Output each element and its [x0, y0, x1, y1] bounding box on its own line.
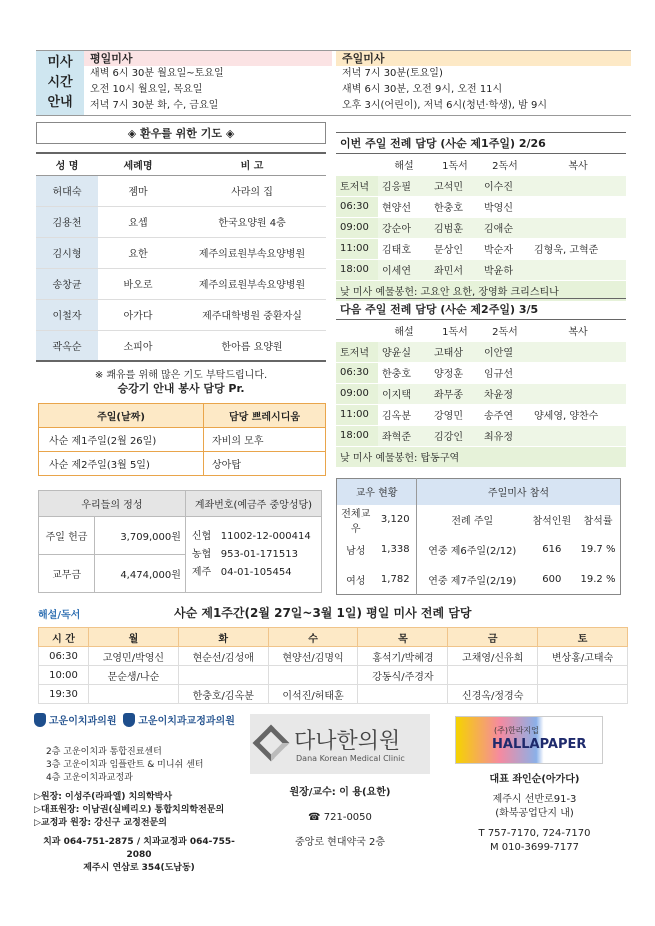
cell: 좌민서 — [430, 259, 480, 280]
floor-line: 4층 고운이치과교정과 — [46, 773, 133, 783]
cell: 강동식/주경자 — [358, 666, 448, 685]
cell: 여성 — [346, 575, 366, 587]
stats-header-row — [337, 479, 621, 505]
cell: 김형욱, 고혁준 — [530, 238, 626, 259]
elevator-title: 승강기 안내 봉사 담당 Pr. — [117, 382, 245, 395]
cell: 문순생/나순 — [89, 666, 179, 685]
clinic-location: 중앙로 현대약국 2층 — [295, 837, 385, 848]
header-cell: 복사 — [530, 320, 626, 341]
cell — [530, 341, 626, 362]
clinic-info — [250, 780, 430, 855]
account-row — [192, 528, 321, 546]
sunday-mass — [336, 51, 631, 115]
clinic-subtitle: Dana Korean Medical Clinic — [296, 754, 405, 763]
prayer-header-row — [36, 153, 326, 175]
dental-floors — [34, 746, 244, 785]
cell: 곽옥순 — [36, 330, 98, 361]
paper-corp: (주)한라지업 — [494, 726, 539, 735]
weekday-mass-line: 새벽 6시 30분 월요일~토요일 — [90, 68, 224, 79]
label-line: 미사 — [47, 55, 73, 70]
cell: 10:00 — [39, 666, 89, 685]
dental-staff — [34, 791, 244, 830]
table-row — [36, 299, 326, 330]
paper-logo — [455, 716, 603, 764]
cell: 고영민/박영신 — [89, 647, 179, 666]
header-cell: 주일(날짜) — [39, 404, 204, 428]
prayer-section — [36, 122, 326, 381]
elevator-table — [38, 403, 326, 476]
paper-phone: T 757-7170, 724-7170 — [478, 828, 591, 839]
cell: 김강인 — [430, 425, 480, 446]
table-row — [39, 685, 628, 704]
cell — [538, 666, 628, 685]
table-row — [36, 206, 326, 237]
cell: 김태호 — [378, 238, 430, 259]
header-cell: 수 — [268, 628, 358, 647]
cell: 참석률 — [583, 516, 613, 527]
cell: 제주의료원부속요양병원 — [178, 237, 326, 268]
cell: 19.7 % — [580, 544, 616, 555]
cell: 3,120 — [380, 514, 410, 525]
header-cell: 1독서 — [430, 320, 480, 341]
cell: 참석인원 — [532, 516, 572, 527]
cell: 아가다 — [98, 299, 178, 330]
clinic-phone: ☎ 721-0050 — [308, 812, 372, 823]
cell: 박영신 — [480, 196, 530, 217]
cell: 교무금 — [39, 555, 95, 593]
cell: 젬마 — [98, 175, 178, 206]
cell: 전례 주일 — [417, 505, 528, 535]
table-row — [39, 452, 326, 476]
sunday-mass-line: 오후 3시(어린이), 저녁 6시(청년·학생), 밤 9시 — [342, 100, 548, 111]
table-row — [39, 517, 322, 555]
orthodontic-name: 고운이치과교정과의원 — [138, 716, 235, 727]
header-cell: 2독서 — [480, 154, 530, 175]
cell: 김용천 — [36, 206, 98, 237]
cell — [538, 685, 628, 704]
cell: 19:30 — [39, 685, 89, 704]
header-cell: 1독서 — [430, 154, 480, 175]
cell: 김시형 — [36, 237, 98, 268]
cell: 18:00 — [336, 259, 378, 280]
cell: 제주대학병원 중환자실 — [178, 299, 326, 330]
cell: 김범훈 — [430, 217, 480, 238]
clinic-director: 원장/교수: 이 용(요한) — [289, 787, 391, 798]
floor-line: 2층 고운이치과 통합진료센터 — [46, 747, 162, 757]
cell: 양정훈 — [430, 362, 480, 383]
table-row — [336, 404, 626, 425]
paper-phone: M 010-3699-7177 — [489, 842, 579, 853]
cell: 바오로 — [98, 268, 178, 299]
table-row — [336, 383, 626, 404]
cell: 임규선 — [480, 362, 530, 383]
cell — [530, 383, 626, 404]
weekday-mass-line: 오전 10시 월요일, 목요일 — [90, 84, 203, 95]
table-row — [36, 175, 326, 206]
cell: 송창균 — [36, 268, 98, 299]
cell: 06:30 — [336, 196, 378, 217]
table-row — [336, 238, 626, 259]
cell: 송주연 — [480, 404, 530, 425]
cell — [530, 196, 626, 217]
cell — [358, 685, 448, 704]
header-cell: 해설 — [378, 320, 430, 341]
cell: 이안열 — [480, 341, 530, 362]
cell: 제주의료원부속요양병원 — [178, 268, 326, 299]
account-bank: 제주 — [191, 566, 212, 578]
header-cell: 복사 — [530, 154, 626, 175]
prayer-title: ◈ 환우를 위한 기도 ◈ — [36, 122, 326, 144]
header-cell: 2독서 — [480, 320, 530, 341]
cell: 양윤실 — [378, 341, 430, 362]
header-cell: 성 명 — [36, 153, 98, 175]
weekday-duty-tag: 해설/독서 — [38, 610, 81, 621]
prayer-note: ※ 쾌유를 위해 많은 기도 부탁드립니다. — [94, 370, 268, 381]
cell: 연중 제7주일(2/19) — [417, 565, 528, 595]
cell — [268, 666, 358, 685]
cell: 이철자 — [36, 299, 98, 330]
weekday-duty — [38, 604, 628, 704]
cell — [530, 425, 626, 446]
next-week-title: 다음 주일 전례 담당 (사순 제2주일) 3/5 — [336, 298, 626, 320]
cell: 현양선/김명익 — [268, 647, 358, 666]
cell: 전체교우 — [341, 508, 371, 535]
header-cell — [336, 154, 378, 175]
staff-line: ▷교정과 원장: 강신구 교정전문의 — [34, 818, 167, 828]
header-cell: 교우 현황 — [337, 479, 417, 505]
cell: 고채영/신유희 — [448, 647, 538, 666]
table-row — [336, 259, 626, 280]
paper-info — [462, 770, 607, 855]
table-row — [336, 425, 626, 446]
cell: 19.2 % — [580, 573, 616, 585]
cell: 최유정 — [480, 425, 530, 446]
cell: 사순 제2주일(3월 5일) — [39, 452, 204, 476]
cell: 변상홍/고태숙 — [538, 647, 628, 666]
cell: 사라의 집 — [178, 175, 326, 206]
elevator-header-row — [39, 404, 326, 428]
cell: 토저녁 — [336, 341, 378, 362]
cell: 신경옥/정경숙 — [448, 685, 538, 704]
staff-line: ▷대표원장: 이남권(실베리오) 통합치의학전문의 — [34, 805, 225, 815]
paper-name: HALLAPAPER — [492, 737, 587, 752]
header-cell: 화 — [178, 628, 268, 647]
header-cell: 세례명 — [98, 153, 178, 175]
account-number: 11002-12-000414 — [220, 530, 311, 542]
cell: 11:00 — [336, 238, 378, 259]
cell: 고태삼 — [430, 341, 480, 362]
cell: 고석민 — [430, 175, 480, 196]
cell: 616 — [542, 544, 562, 555]
header-cell: 금 — [448, 628, 538, 647]
header-cell: 우리들의 정성 — [39, 491, 186, 517]
cell: 현순선/김성애 — [178, 647, 268, 666]
contact-line: 치과 064-751-2875 / 치과교정과 064-755-2080 — [43, 837, 235, 860]
cell: 09:00 — [336, 217, 378, 238]
cell: 요한 — [98, 237, 178, 268]
cell: 한국요양원 4층 — [178, 206, 326, 237]
header-cell: 해설 — [378, 154, 430, 175]
cell: 11:00 — [336, 404, 378, 425]
cell: 김응필 — [378, 175, 430, 196]
cell — [89, 685, 179, 704]
table-row — [39, 428, 326, 452]
cell: 18:00 — [336, 425, 378, 446]
cell — [178, 666, 268, 685]
cell: 김옥분 — [378, 404, 430, 425]
weekday-mass-title: 평일미사 — [84, 51, 332, 66]
cell: 한충호 — [430, 196, 480, 217]
cell: 허대숙 — [36, 175, 98, 206]
label-line: 시간 — [47, 75, 73, 90]
paper-address: (화북공업단지 내) — [495, 808, 574, 819]
offering-cell: 낮 미사 예물봉헌: 고요안 요한, 장영화 크리스티나 — [336, 280, 626, 301]
clinic-logo-box — [250, 714, 430, 774]
contact-line: 제주시 연삼로 354(도남동) — [83, 863, 195, 873]
header-cell: 담당 쁘레시디움 — [204, 404, 326, 428]
cell: 김애순 — [480, 217, 530, 238]
cell: 좌무종 — [430, 383, 480, 404]
header-row — [39, 628, 628, 647]
cell: 상아탑 — [204, 452, 326, 476]
this-week-table — [336, 154, 626, 302]
cell: 자비의 모후 — [204, 428, 326, 452]
cell: 요셉 — [98, 206, 178, 237]
cell — [530, 175, 626, 196]
account-number: 04-01-105454 — [220, 566, 292, 578]
clinic-name: 다나한의원 — [294, 729, 401, 754]
table-row — [336, 196, 626, 217]
header-cell: 비 고 — [178, 153, 326, 175]
cell: 차윤정 — [480, 383, 530, 404]
header-cell: 목 — [358, 628, 448, 647]
cell: 06:30 — [336, 362, 378, 383]
cell: 1,338 — [380, 544, 410, 555]
cell: 박윤하 — [480, 259, 530, 280]
table-row — [36, 237, 326, 268]
clinic-logo-icon — [253, 725, 290, 762]
table-row — [336, 175, 626, 196]
table-row — [39, 666, 628, 685]
cell: 현양선 — [378, 196, 430, 217]
weekday-duty-header — [38, 604, 628, 622]
cell: 강영민 — [430, 404, 480, 425]
account-list — [185, 517, 321, 593]
mass-times — [36, 50, 631, 116]
account-row — [192, 546, 321, 564]
weekday-mass — [84, 51, 332, 115]
table-row — [337, 565, 621, 595]
dental-name: 고운이치과의원 — [48, 716, 117, 727]
account-bank: 신협 — [191, 530, 212, 542]
tooth-icon — [34, 713, 46, 727]
cell: 06:30 — [39, 647, 89, 666]
cell: 남성 — [346, 546, 366, 557]
weekday-mass-line: 저녁 7시 30분 화, 수, 금요일 — [90, 100, 219, 111]
cell: 이석진/허태훈 — [268, 685, 358, 704]
table-row — [36, 330, 326, 361]
table-row — [336, 446, 626, 467]
table-row — [336, 341, 626, 362]
header-row — [336, 320, 626, 341]
header-cell: 월 — [89, 628, 179, 647]
cell: 1,782 — [380, 573, 410, 585]
cell: 한충호 — [378, 362, 430, 383]
dental-ad — [34, 712, 244, 875]
cell: 4,474,000원 — [95, 555, 186, 593]
cell: 주일 헌금 — [39, 517, 95, 555]
table-row — [36, 268, 326, 299]
cell: 토저녁 — [336, 175, 378, 196]
cell: 소피아 — [98, 330, 178, 361]
dental-contact — [34, 836, 244, 875]
header-cell: 주일미사 참석 — [417, 479, 621, 505]
cell: 박순자 — [480, 238, 530, 259]
cell — [448, 666, 538, 685]
cell: 600 — [542, 573, 562, 585]
paper-address: 제주시 선반로91-3 — [492, 794, 577, 805]
cell: 한아름 요양원 — [178, 330, 326, 361]
table-row — [39, 647, 628, 666]
cell: 강순아 — [378, 217, 430, 238]
cell — [530, 362, 626, 383]
staff-line: ▷원장: 이성주(라파엘) 치의학박사 — [34, 792, 173, 802]
table-row — [337, 535, 621, 565]
next-week-table — [336, 320, 626, 468]
attendance-stats — [336, 478, 621, 595]
cell: 이세연 — [378, 259, 430, 280]
prayer-table — [36, 152, 326, 362]
cell: 문상인 — [430, 238, 480, 259]
account-number: 953-01-171513 — [220, 548, 298, 560]
floor-line: 3층 고운이치과 임플란트 & 미니쉬 센터 — [46, 760, 204, 770]
header-cell — [336, 320, 378, 341]
stats-subheader-row — [337, 505, 621, 535]
header-row — [336, 154, 626, 175]
cell: 홍석기/박혜경 — [358, 647, 448, 666]
table-row — [336, 362, 626, 383]
cell: 양세영, 양찬수 — [530, 404, 626, 425]
cell: 연중 제6주일(2/12) — [417, 535, 528, 565]
offering-cell: 낮 미사 예물봉헌: 탑동구역 — [336, 446, 626, 467]
tooth-icon — [123, 713, 135, 727]
this-week-title: 이번 주일 전례 담당 (사순 제1주일) 2/26 — [336, 132, 626, 154]
table-row — [336, 217, 626, 238]
label-line: 안내 — [47, 95, 73, 110]
cell: 사순 제1주일(2월 26일) — [39, 428, 204, 452]
weekday-duty-title: 사순 제1주간(2월 27일~3월 1일) 평일 미사 전례 담당 — [174, 606, 472, 620]
cell: 좌혁준 — [378, 425, 430, 446]
cell: 이수진 — [480, 175, 530, 196]
donation-table — [38, 490, 322, 593]
dental-logos — [34, 712, 244, 734]
cell — [530, 259, 626, 280]
account-row — [192, 564, 321, 582]
header-cell: 시 간 — [39, 628, 89, 647]
next-week-duty — [336, 298, 626, 468]
cell: 한충호/김옥분 — [178, 685, 268, 704]
donation-header-row — [39, 491, 322, 517]
paper-rep: 대표 좌인순(아가다) — [489, 774, 580, 785]
cell — [530, 217, 626, 238]
header-cell: 계좌번호(예금주 중앙성당) — [185, 491, 321, 517]
mass-times-label — [36, 51, 84, 115]
cell: 이지택 — [378, 383, 430, 404]
sunday-mass-line: 새벽 6시 30분, 오전 9시, 오전 11시 — [342, 84, 503, 95]
sunday-mass-title: 주일미사 — [336, 51, 631, 66]
weekday-duty-table — [38, 627, 628, 704]
this-week-duty — [336, 132, 626, 302]
cell: 09:00 — [336, 383, 378, 404]
account-bank: 농협 — [191, 548, 212, 560]
sunday-mass-line: 저녁 7시 30분(토요일) — [342, 68, 443, 79]
cell: 3,709,000원 — [95, 517, 186, 555]
header-cell: 토 — [538, 628, 628, 647]
